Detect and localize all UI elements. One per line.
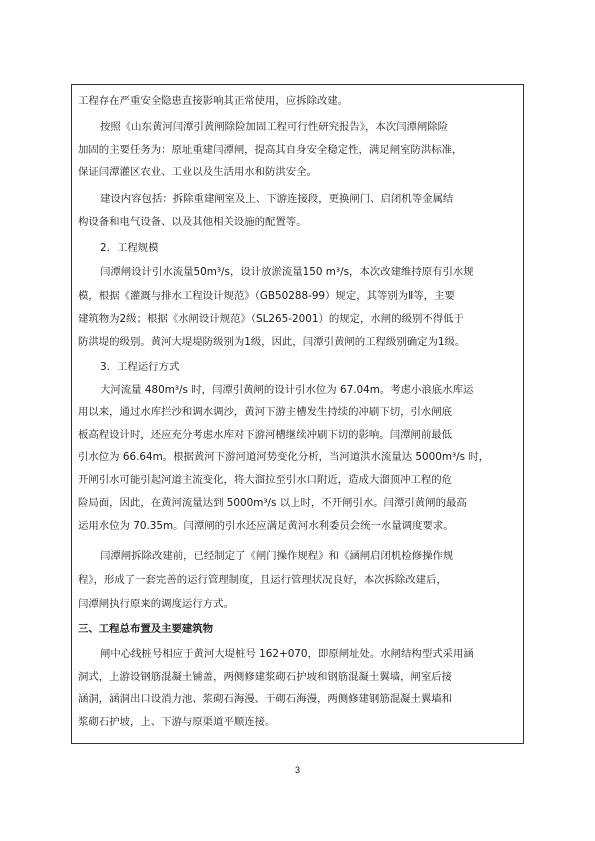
text-line: 用以来，通过水库拦沙和调水调沙，黄河下游主槽发生持续的冲刷下切，引水闸底	[78, 406, 453, 418]
text-line: 闫潭闸拆除改建前，已经制定了《闸门操作规程》和《涵闸启闭机检修操作规	[100, 550, 454, 562]
text-line: 构设备和电气设备、以及其他相关设施的配置等。	[78, 216, 307, 228]
text-line: 浆砌石护坡，上、下游与原渠道平顺连接。	[78, 716, 276, 728]
text-line: 运用水位为 70.35m。闫潭闸的引水还应满足黄河水利委员会统一水量调度要求。	[78, 520, 454, 532]
page-number: 3	[294, 765, 300, 775]
text-line: 涵洞，涵洞出口设消力池、浆砌石海漫、干砌石海漫，两侧修建钢筋混凝土翼墙和	[78, 693, 453, 705]
text-line: 洞式，上游设钢筋混凝土铺盖，两侧修建浆砌石护坡和钢筋混凝土翼墙，闸室后接	[78, 671, 453, 683]
text-line: 建设内容包括：拆除重建闸室及上、下游连接段，更换闸门、启闭机等金属结	[100, 193, 454, 205]
content-frame	[71, 84, 524, 744]
text-line: 闫潭闸执行原来的调度运行方式。	[78, 598, 234, 610]
text-line: 闫潭闸设计引水流量50m³/s，设计放淤流量150 m³/s，本次改建维持原有引水规	[100, 266, 474, 278]
text-line: 按照《山东黄河闫潭引黄闸除险加固工程可行性研究报告》，本次闫潭闸除险	[100, 121, 449, 133]
text-line: 程》，形成了一套完善的运行管理制度，且运行管理状况良好，本次拆除改建后，	[78, 574, 447, 586]
section-heading: 3．工程运行方式	[100, 361, 180, 373]
text-line: 开闸引水可能引起河道主流变化，将大溜拉至引水口附近，造成大溜顶冲工程的危	[78, 474, 453, 486]
text-line: 加固的主要任务为：原址重建闫潭闸，提高其自身安全稳定性，满足闸室防洪标准，	[78, 144, 463, 156]
section-heading: 2．工程规模	[100, 242, 159, 254]
text-line: 建筑物为2级；根据《水闸设计规范》（SL265-2001）的规定，水闸的级别不得低于	[78, 313, 464, 325]
text-line: 工程存在严重安全隐患直接影响其正常使用，应拆除改建。	[78, 95, 349, 107]
text-line: 闸中心线桩号相应于黄河大堤桩号 162+070，即原闸址处。水闸结构型式采用涵	[100, 648, 474, 660]
text-line: 大河流量 480m³/s 时，闫潭引黄闸的设计引水位为 67.04m。考虑小浪底水库运	[100, 384, 474, 396]
chapter-heading: 三、工程总布置及主要建筑物	[78, 623, 214, 635]
text-line: 险局面，因此，在黄河流量达到 5000m³/s 以上时，不开闸引水。闫潭引黄闸的最高	[78, 497, 467, 509]
text-line: 防洪堤的级别。黄河大堤堤防级别为1级，因此，闫潭引黄闸的工程级别确定为1级。	[78, 336, 466, 348]
text-line: 引水位为 66.64m。根据黄河下游河道河势变化分析，当河道洪水流量达 5000m³/s 时，	[78, 451, 490, 463]
text-line: 保证闫潭灌区农业、工业以及生活用水和防洪安全。	[78, 166, 317, 178]
text-line: 模，根据《灌溉与排水工程设计规范》（GB50288-99）规定，其等别为Ⅱ等，主要	[78, 290, 455, 302]
text-line: 板高程设计时，还应充分考虑水库对下游河槽继续冲刷下切的影响。闫潭闸前最低	[78, 429, 453, 441]
